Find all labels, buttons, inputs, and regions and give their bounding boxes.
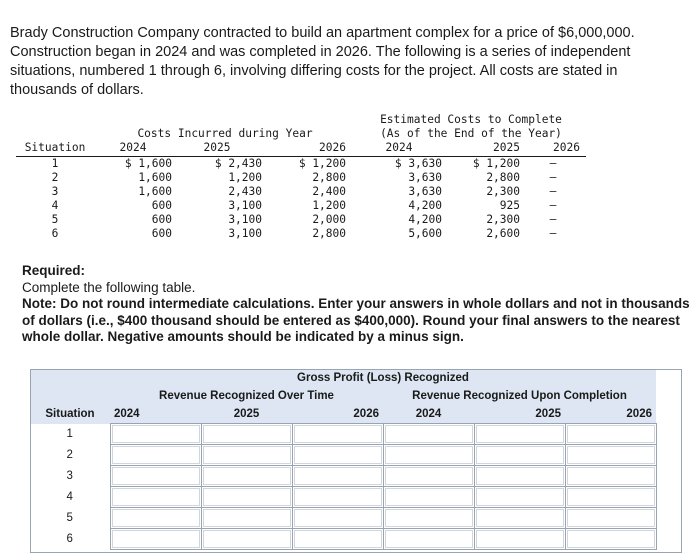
cost-row: 5 600 3,100 2,000 4,200 2,300 — [51,213,557,226]
answer-input[interactable] [476,488,564,506]
over-time-year-2024: 2024 [114,408,140,420]
answer-input[interactable] [385,446,473,464]
answer-input[interactable] [385,467,473,485]
answer-input[interactable] [567,488,655,506]
answer-input[interactable] [294,488,382,506]
required-section [22,263,692,346]
answer-input[interactable] [203,467,291,485]
situation-number: 5 [30,508,110,529]
cost-row: 1 $ 1,600 $ 2,430 $ 1,200 $ 3,630 $ 1,200 — [51,157,557,170]
answer-input[interactable] [294,467,382,485]
situation-header: Situation [16,141,94,157]
completion-year-2024: 2024 [415,408,442,420]
answer-input[interactable] [294,530,382,548]
answer-situation-header: Situation [45,408,95,421]
table-row [30,487,656,508]
answer-input[interactable] [112,530,200,548]
cost-data-table [16,113,586,241]
answer-input[interactable] [203,509,291,527]
answer-input[interactable] [567,530,655,548]
answer-input[interactable] [112,446,200,464]
incurred-header: Costs Incurred during Year [137,127,313,140]
answer-input[interactable] [476,467,564,485]
estimated-header-line1: Estimated Costs to Complete [380,113,562,126]
situation-number: 6 [30,529,110,550]
estimated-year-2026: 2026 [520,141,586,157]
estimated-year-2024: 2024 [356,141,442,157]
answer-input[interactable] [112,509,200,527]
estimated-year-2025: 2025 [442,141,520,157]
answer-input[interactable] [112,467,200,485]
situation-number: 4 [30,487,110,508]
situation-number: 1 [30,424,110,445]
over-time-year-2025: 2025 [233,408,260,420]
answer-input[interactable] [476,509,564,527]
required-note: Note: Do not round intermediate calculations. Enter your answers in whole dollars and not in thousands of dollars (i.e., $400 thousand should be entered as $400,000). Round your final answers to the nearest whole dollar. Negative amounts should be indicated by a minus sign. [22,296,690,344]
answer-input[interactable] [385,530,473,548]
answer-input[interactable] [385,425,473,443]
answer-input[interactable] [294,509,382,527]
answer-input[interactable] [203,488,291,506]
answer-input[interactable] [476,530,564,548]
answer-input[interactable] [476,425,564,443]
estimated-header-line2: (As of the End of the Year) [380,127,562,140]
incurred-year-2026: 2026 [262,141,356,157]
answer-input[interactable] [112,488,200,506]
answer-input[interactable] [567,446,655,464]
table-row [30,424,656,445]
answer-input[interactable] [567,425,655,443]
answer-input[interactable] [385,509,473,527]
situation-number: 3 [30,466,110,487]
required-instruction: Complete the following table. [22,279,196,295]
answer-input[interactable] [476,446,564,464]
gross-profit-title: Gross Profit (Loss) Recognized [297,372,469,384]
table-row [30,529,656,550]
answer-input[interactable] [203,446,291,464]
gross-profit-table [30,369,657,550]
answer-input[interactable] [567,467,655,485]
answer-input[interactable] [385,488,473,506]
upon-completion-header: Revenue Recognized Upon Completion [412,390,627,402]
answer-input[interactable] [294,425,382,443]
cost-row: 6 600 3,100 2,800 5,600 2,600 — [51,227,557,240]
cost-row: 4 600 3,100 1,200 4,200 925 — [51,199,557,212]
completion-year-2026: 2026 [626,408,652,420]
incurred-year-2025: 2025 [172,141,262,157]
table-row [30,445,656,466]
completion-year-2025: 2025 [535,408,561,420]
over-time-header: Revenue Recognized Over Time [159,390,334,402]
answer-input[interactable] [112,425,200,443]
problem-intro: Brady Construction Company contracted to build an apartment complex for a price of $6,000,000. Construction began in 2024 and was completed in 2026. The following is a series of independent situations, numbered 1 through 6, involving differing costs for the project. All costs are stated in thousands of dollars. [10,25,635,98]
table-row [30,466,656,487]
table-row [30,508,656,529]
answer-input[interactable] [294,446,382,464]
answer-input[interactable] [203,425,291,443]
answer-input[interactable] [567,509,655,527]
required-label: Required: [22,263,86,278]
situation-number: 2 [30,445,110,466]
answer-input[interactable] [203,530,291,548]
cost-row: 3 1,600 2,430 2,400 3,630 2,300 — [51,185,557,198]
over-time-year-2026: 2026 [353,408,379,420]
cost-row: 2 1,600 1,200 2,800 3,630 2,800 — [51,171,557,184]
incurred-year-2024: 2024 [94,141,172,157]
